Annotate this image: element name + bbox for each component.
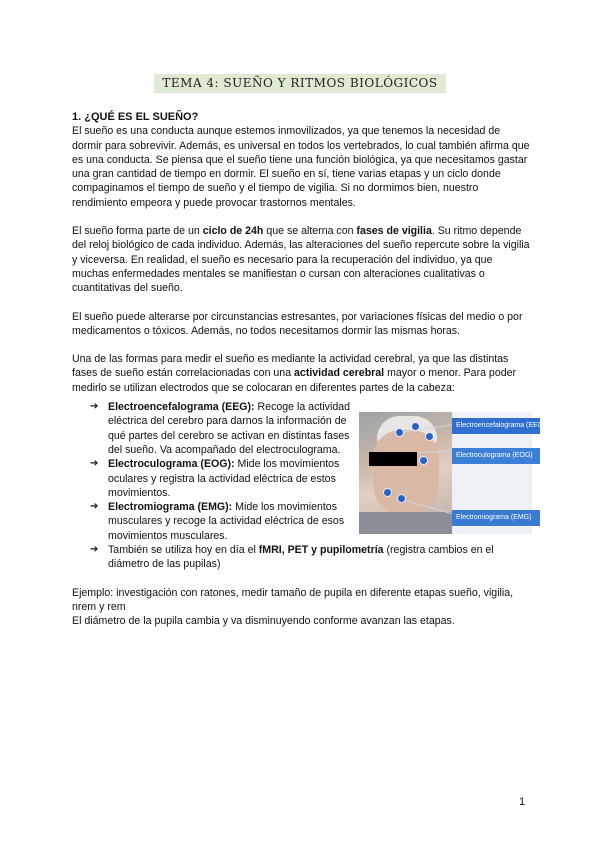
arrow-icon: ➔: [90, 544, 99, 556]
document-body: [72, 110, 546, 629]
list-item: ➔ Electromiograma (EMG): Mide los movimientos musculares y recoge la actividad eléctrica de esos movimientos musculares.: [90, 501, 345, 542]
censor-bar: [369, 452, 417, 466]
arrow-icon: ➔: [90, 401, 99, 413]
patient-photo: [359, 412, 452, 534]
eeg-label: Electroencefalograma (EEG): [452, 418, 540, 434]
paragraph-6: El diámetro de la pupila cambia y va disminuyendo conforme avanzan las etapas.: [72, 615, 455, 628]
arrow-icon: ➔: [90, 458, 99, 470]
list-item: ➔ También se utiliza hoy en día el fMRI, PET y pupilometría (registra cambios en el diámetro de las pupilas): [90, 544, 494, 571]
document-title: TEMA 4: SUEÑO Y RITMOS BIOLÓGICOS: [154, 74, 445, 93]
emg-label: Electromiograma (EMG): [452, 510, 540, 526]
paragraph-4: Una de las formas para medir el sueño es mediante la actividad cerebral, ya que las distintas fases de sueño están correlacionadas con una actividad cerebral mayor o menor. Para poder medirlo se utilizan electrodos que se colocaran en diferentes partes de la cabeza:: [72, 353, 517, 394]
paragraph-2: El sueño forma parte de un ciclo de 24h que se alterna con fases de vigilia. Su ritmo depende del reloj biológico de cada individuo. Además, las alteraciones del sueño repercute sobre la vigilia y viceversa. En realidad, el sueño es necesario para la recuperación del individuo, ya que muchas enfermedades mentales se manifiestan o cursan con alteraciones cualitativas o cuantitativas del sueño.: [72, 225, 530, 295]
title-wrap: [0, 74, 600, 93]
list-item: ➔ Electroencefalograma (EEG): Recoge la actividad eléctrica del cerebro para darnos la información de qué partes del cerebro se activan en distintas fases del sueño. Va acompañado del electroculograma.: [90, 401, 350, 456]
electrode-list: [72, 400, 546, 572]
paragraph-3: El sueño puede alterarse por circunstancias estresantes, por variaciones físicas del medio o por medicamentos o tóxicos. Además, no todos necesitamos dormir las mismas horas.: [72, 310, 523, 337]
electrode-figure: [359, 412, 546, 534]
paragraph-5: Ejemplo: investigación con ratones, medir tamaño de pupila en diferente etapas sueño, vigilia, nrem y rem: [72, 586, 514, 613]
page-number: 1: [519, 796, 526, 808]
eog-label: Electroculograma (EOG): [452, 448, 540, 464]
paragraph-1: El sueño es una conducta aunque estemos inmovilizados, ya que tenemos la necesidad de dormir para sobrevivir. Además, es universal en todos los vertebrados, lo cual también afirma que es una conducta. Se piensa que el sueño tiene una función biológica, ya que necesitamos gastar una gran cantidad de tiempo en dormir. El sueño en sí, tiene varias etapas y un ciclo donde compaginamos el tiempo de sueño y el tiempo de vigilia. Si no dormimos bien, nuestro rendimiento empeora y puede provocar trastornos mentales.: [72, 125, 530, 209]
section-heading: 1. ¿QUÉ ES EL SUEÑO?: [72, 111, 199, 123]
arrow-icon: ➔: [90, 501, 99, 513]
list-item: ➔ Electroculograma (EOG): Mide los movimientos oculares y registra la actividad eléctrica de estos movimientos.: [90, 458, 340, 499]
